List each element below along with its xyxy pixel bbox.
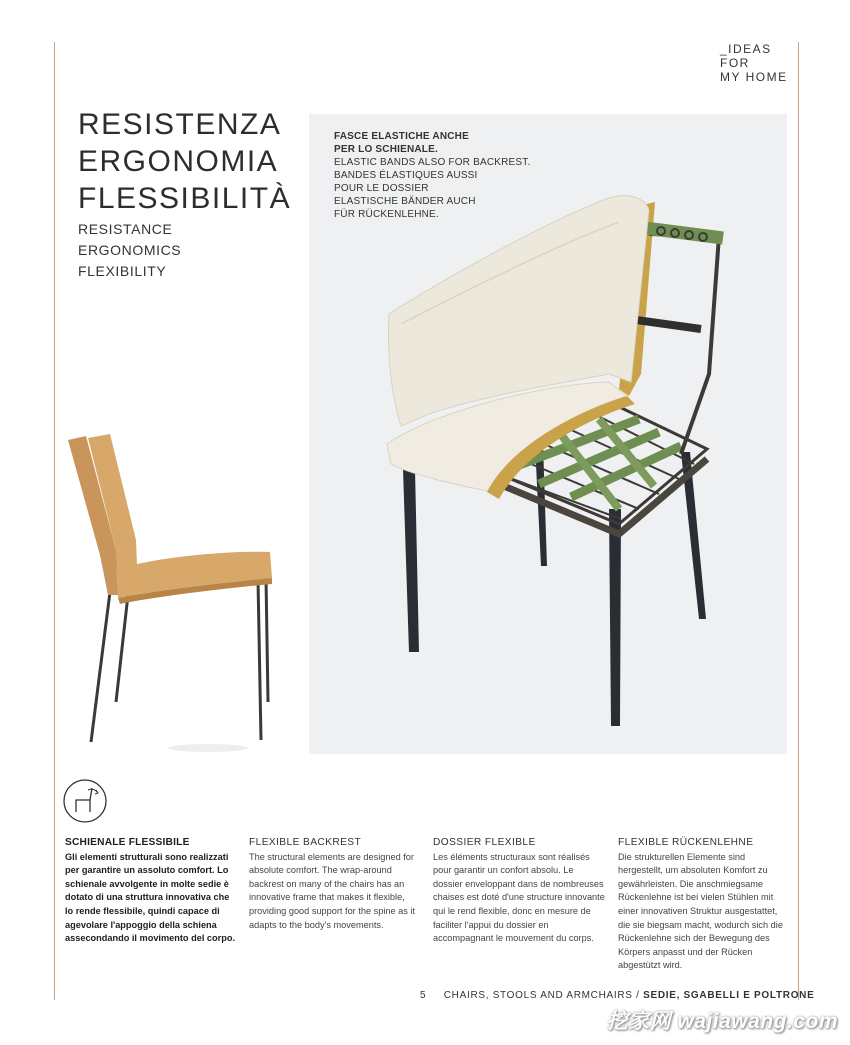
caption-line: ELASTIC BANDS ALSO FOR BACKREST. (334, 157, 531, 168)
leather-side-chair-illustration (58, 430, 283, 775)
title-line: ERGONOMIA (78, 145, 279, 178)
title-line: RESISTENZA (78, 108, 282, 141)
subtitle-line: RESISTANCE (78, 221, 173, 237)
tagline-line: FOR (720, 56, 750, 70)
page-number: 5 (420, 990, 427, 1001)
column-heading: SCHIENALE FLESSIBILE (65, 837, 190, 848)
column-heading: FLEXIBLE BACKREST (249, 837, 362, 848)
caption-line: BANDES ÉLASTIQUES AUSSI (334, 170, 478, 181)
column-body: Les éléments structuraux sont réalisés pour garantir un confort absolu. Le dossier enveloppant dans de nombreuses chaises est doté d'une structure innovante qui le rend flexible, donc en mesure de faciliter l'appui du dossier en accompagnant le mouvement du corps. (433, 851, 605, 944)
text-column-italian (65, 836, 237, 946)
page-title (78, 106, 291, 217)
text-column-french (433, 836, 605, 946)
page-footer (420, 990, 814, 1001)
left-margin-rule (54, 42, 55, 1000)
tagline-line: MY HOME (720, 70, 788, 84)
column-heading: FLEXIBLE RÜCKENLEHNE (618, 837, 754, 848)
caption-line: POUR LE DOSSIER (334, 183, 429, 194)
column-heading: DOSSIER FLEXIBLE (433, 837, 536, 848)
chair-cutaway-photo (309, 114, 787, 754)
caption-line: ELASTISCHE BÄNDER AUCH (334, 196, 476, 207)
column-body: The structural elements are designed for absolute comfort. The wrap-around backrest on many of the chairs has an innovative frame that makes it flexible, providing good support for the spine as it adapts to the body's movements. (249, 851, 415, 930)
right-margin-rule (798, 42, 799, 1000)
photo-caption (334, 130, 530, 221)
caption-line: FÜR RÜCKENLEHNE. (334, 209, 439, 220)
column-body: Die strukturellen Elemente sind hergestellt, um absoluten Komfort zu gewährleisten. Die anschmiegsame Rückenlehne ist bei vielen Stühlen mit einer innovativen Struktur ausgestattet, die sie biegsam macht, wodurch sich die Rückenlehne sich der Bewegung des Körpers anpasst und der Rücken abgestützt wird. (618, 851, 783, 971)
text-column-english (249, 836, 421, 932)
footer-section-bold: SEDIE, SGABELLI E POLTRONE (643, 990, 815, 1001)
tagline-line: _IDEAS (720, 42, 772, 56)
subtitle-line: FLEXIBILITY (78, 263, 167, 279)
footer-section: CHAIRS, STOOLS AND ARMCHAIRS / (443, 990, 640, 1001)
tagline (720, 42, 788, 84)
site-watermark: 挖家网 wajiawang.com (606, 1010, 838, 1033)
caption-bold-line: PER LO SCHIENALE. (334, 144, 438, 155)
page-subtitle (78, 219, 181, 282)
column-body: Gli elementi strutturali sono realizzati per garantire un assoluto comfort. Lo schienale avvolgente in molte sedie è dotato di una struttura innovativa che lo rende flessibile, quindi capace di agevolare l'appoggio della schiena assecondando il movimento del corpo. (65, 851, 236, 944)
title-line: FLESSIBILITÀ (78, 182, 292, 215)
caption-bold-line: FASCE ELASTICHE ANCHE (334, 131, 469, 142)
text-column-german (618, 836, 790, 973)
subtitle-line: ERGONOMICS (78, 242, 182, 258)
flexible-backrest-icon (62, 778, 108, 824)
